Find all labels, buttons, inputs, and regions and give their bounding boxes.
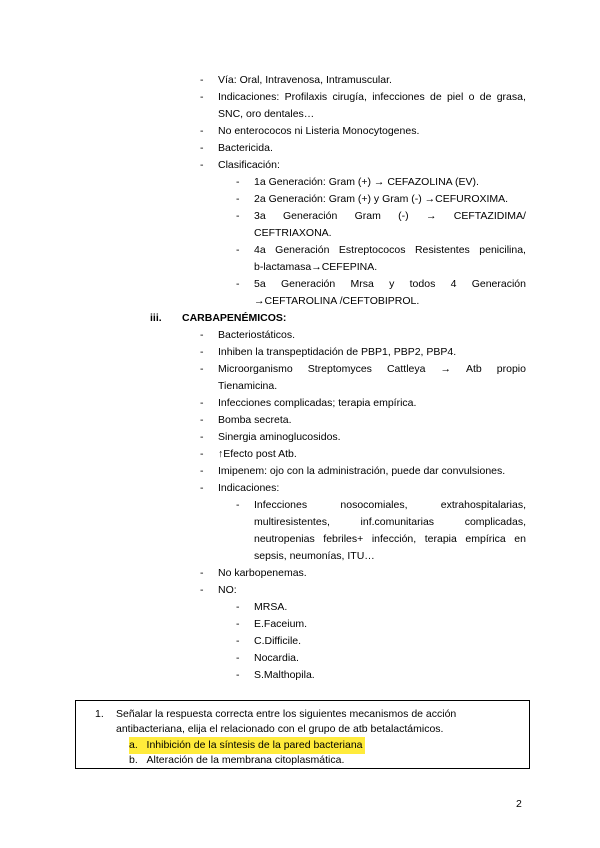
bullet-dash: -	[200, 142, 204, 154]
sub-bullet-dash: -	[236, 244, 240, 256]
gen3-line2: CEFTRIAXONA.	[254, 227, 332, 239]
option-a-letter: a.	[129, 739, 138, 751]
sub-bullet-dash: -	[236, 278, 240, 290]
gen4-line2: b-lactamasa→CEFEPINA.	[254, 261, 378, 273]
item-clasificacion: Clasificación:	[218, 159, 280, 171]
item-bacteriostaticos: Bacteriostáticos.	[218, 329, 296, 341]
bullet-dash: -	[200, 329, 204, 341]
item-via: Vía: Oral, Intravenosa, Intramuscular.	[218, 74, 392, 86]
item-indicaciones-line1: Indicaciones: Profilaxis cirugía, infecciones de piel o de grasa,	[218, 91, 526, 103]
page-number: 2	[516, 798, 522, 810]
item-indicaciones-line2: SNC, oro dentales…	[218, 108, 315, 120]
option-b	[129, 752, 344, 769]
bullet-dash: -	[200, 74, 204, 86]
sub-bullet-dash: -	[236, 669, 240, 681]
sub-bullet-dash: -	[236, 618, 240, 630]
bullet-dash: -	[200, 397, 204, 409]
sub-bullet-dash: -	[236, 176, 240, 188]
bullet-dash: -	[200, 91, 204, 103]
sub-bullet-dash: -	[236, 652, 240, 664]
question-number: 1.	[95, 708, 104, 720]
item-no-karbopenemas: No karbopenemas.	[218, 567, 307, 579]
option-b-text: Alteración de la membrana citoplasmática.	[146, 754, 345, 766]
bullet-dash: -	[200, 448, 204, 460]
item-indicaciones: Indicaciones:	[218, 482, 280, 494]
item-bactericida: Bactericida.	[218, 142, 273, 154]
sub-bullet-dash: -	[236, 635, 240, 647]
section-numeral: iii.	[150, 312, 162, 324]
sub-bullet-dash: -	[236, 499, 240, 511]
sub-bullet-dash: -	[236, 210, 240, 222]
bullet-dash: -	[200, 363, 204, 375]
question-stem-line1: Señalar la respuesta correcta entre los siguientes mecanismos de acción	[116, 708, 457, 720]
bullet-dash: -	[200, 431, 204, 443]
item-inhiben: Inhiben la transpeptidación de PBP1, PBP2, PBP4.	[218, 346, 457, 358]
gen2: 2a Generación: Gram (+) y Gram (-) →CEFUROXIMA.	[254, 193, 509, 205]
bullet-dash: -	[200, 465, 204, 477]
gen4-line1: 4a Generación Estreptococos Resistentes penicilina,	[254, 244, 526, 256]
indicaciones-sub-line3: neutropenias febriles+ infección, terapia empírica en	[254, 533, 526, 545]
bullet-dash: -	[200, 125, 204, 137]
option-b-letter: b.	[129, 754, 138, 766]
option-a-text: Inhibición de la síntesis de la pared bacteriana	[146, 739, 363, 751]
question-stem-line2: antibacteriana, elija el relacionado con el grupo de atb betalactámicos.	[116, 723, 444, 735]
bullet-dash: -	[200, 159, 204, 171]
item-imipenem: Imipenem: ojo con la administración, puede dar convulsiones.	[218, 465, 506, 477]
item-microorganismo-line1: Microorganismo Streptomyces Cattleya → Atb propio	[218, 363, 526, 375]
sub-bullet-dash: -	[236, 193, 240, 205]
no-list-item: MRSA.	[254, 601, 288, 613]
bullet-dash: -	[200, 414, 204, 426]
bullet-dash: -	[200, 584, 204, 596]
indicaciones-sub-line2: multiresistentes, inf.comunitarias complicadas,	[254, 516, 526, 528]
gen5-line2: →CEFTAROLINA /CEFTOBIPROL.	[254, 295, 420, 307]
item-efecto: ↑Efecto post Atb.	[218, 448, 297, 460]
item-no: NO:	[218, 584, 237, 596]
bullet-dash: -	[200, 482, 204, 494]
bullet-dash: -	[200, 346, 204, 358]
sub-bullet-dash: -	[236, 601, 240, 613]
no-list-item: Nocardia.	[254, 652, 299, 664]
item-no-enterococos: No enterococos ni Listeria Monocytogenes.	[218, 125, 420, 137]
indicaciones-sub-line1: Infecciones nosocomiales, extrahospitalarias,	[254, 499, 526, 511]
indicaciones-sub-line4: sepsis, neumonías, ITU…	[254, 550, 375, 562]
section-title: CARBAPENÉMICOS:	[182, 312, 287, 324]
gen3-line1: 3a Generación Gram (-) → CEFTAZIDIMA/	[254, 210, 526, 222]
no-list-item: S.Malthopila.	[254, 669, 315, 681]
no-list-item: E.Faceium.	[254, 618, 308, 630]
item-bomba: Bomba secreta.	[218, 414, 292, 426]
bullet-dash: -	[200, 567, 204, 579]
item-infecciones: Infecciones complicadas; terapia empírica.	[218, 397, 417, 409]
no-list-item: C.Difficile.	[254, 635, 302, 647]
gen1: 1a Generación: Gram (+) → CEFAZOLINA (EV).	[254, 176, 479, 188]
item-sinergia: Sinergia aminoglucosidos.	[218, 431, 341, 443]
gen5-line1: 5a Generación Mrsa y todos 4 Generación	[254, 278, 526, 290]
item-microorganismo-line2: Tienamicina.	[218, 380, 278, 392]
